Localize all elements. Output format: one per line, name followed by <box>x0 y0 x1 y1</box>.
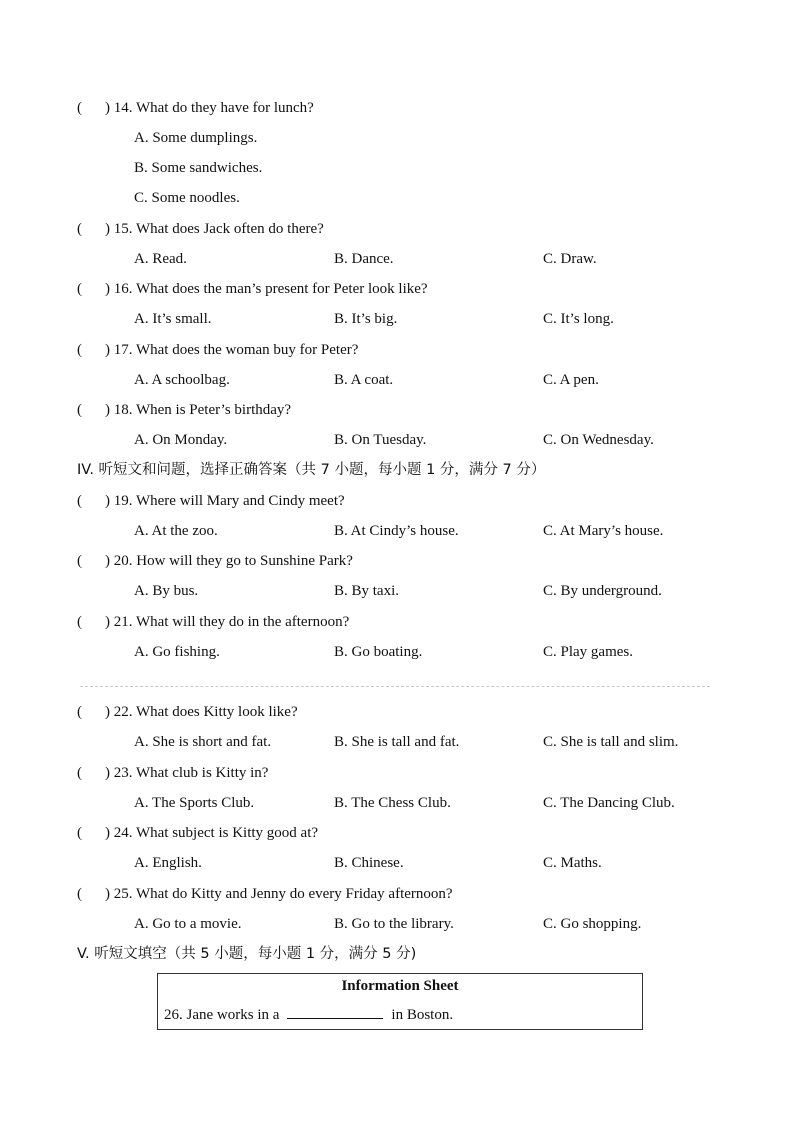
option-b: B. Go to the library. <box>334 916 454 932</box>
option-c: C. Go shopping. <box>543 916 642 932</box>
option-b: B. Chinese. <box>334 855 404 871</box>
option-a: A. She is short and fat. <box>134 734 272 750</box>
option-b: B. She is tall and fat. <box>334 734 460 750</box>
option-b: B. Some sandwiches. <box>134 160 263 176</box>
answer-bracket[interactable]: ( <box>77 553 82 569</box>
answer-bracket[interactable]: ( <box>77 221 82 237</box>
question-text: ) 15. What does Jack often do there? <box>105 221 324 237</box>
option-a: A. Go to a movie. <box>134 916 242 932</box>
option-a: A. At the zoo. <box>134 523 218 539</box>
information-sheet <box>157 973 643 1030</box>
question-text: ) 18. When is Peter’s birthday? <box>105 402 292 418</box>
answer-bracket[interactable]: ( <box>77 402 82 418</box>
line-26-prefix: 26. Jane works in a <box>164 1007 280 1023</box>
option-c: C. Some noodles. <box>134 190 240 206</box>
option-b: B. Go boating. <box>334 644 423 660</box>
answer-bracket[interactable]: ( <box>77 886 82 902</box>
section-divider <box>80 686 710 687</box>
option-c: C. At Mary’s house. <box>543 523 664 539</box>
information-sheet-line-26 <box>164 1004 453 1025</box>
question-text: ) 25. What do Kitty and Jenny do every Friday afternoon? <box>105 886 453 902</box>
option-c: C. By underground. <box>543 583 662 599</box>
option-b: B. By taxi. <box>334 583 400 599</box>
answer-bracket[interactable]: ( <box>77 493 82 509</box>
answer-bracket[interactable]: ( <box>77 704 82 720</box>
section-4-heading: IV. 听短文和问题，选择正确答案（共 7 小题，每小题 1 分，满分 7 分） <box>77 462 546 478</box>
answer-bracket[interactable]: ( <box>77 765 82 781</box>
question-text: ) 17. What does the woman buy for Peter? <box>105 342 359 358</box>
option-a: A. Go fishing. <box>134 644 220 660</box>
information-sheet-title: Information Sheet <box>341 978 459 994</box>
line-26-suffix: in Boston. <box>391 1007 454 1023</box>
answer-bracket[interactable]: ( <box>77 614 82 630</box>
question-text: ) 19. Where will Mary and Cindy meet? <box>105 493 345 509</box>
option-a: A. On Monday. <box>134 432 228 448</box>
question-text: ) 23. What club is Kitty in? <box>105 765 269 781</box>
option-c: C. The Dancing Club. <box>543 795 675 811</box>
option-a: A. Some dumplings. <box>134 130 258 146</box>
option-c: C. A pen. <box>543 372 599 388</box>
option-c: C. She is tall and slim. <box>543 734 679 750</box>
question-text: ) 16. What does the man’s present for Peter look like? <box>105 281 428 297</box>
question-text: ) 24. What subject is Kitty good at? <box>105 825 319 841</box>
option-c: C. It’s long. <box>543 311 614 327</box>
option-c: C. Draw. <box>543 251 597 267</box>
option-c: C. Play games. <box>543 644 633 660</box>
option-a: A. English. <box>134 855 202 871</box>
answer-bracket[interactable]: ( <box>77 825 82 841</box>
option-a: A. The Sports Club. <box>134 795 255 811</box>
option-b: B. At Cindy’s house. <box>334 523 459 539</box>
option-a: A. By bus. <box>134 583 199 599</box>
option-b: B. It’s big. <box>334 311 398 327</box>
option-b: B. On Tuesday. <box>334 432 427 448</box>
question-text: ) 14. What do they have for lunch? <box>105 100 314 116</box>
option-a: A. A schoolbag. <box>134 372 230 388</box>
section-5-heading: V. 听短文填空（共 5 小题，每小题 1 分，满分 5 分) <box>77 946 417 962</box>
question-text: ) 20. How will they go to Sunshine Park? <box>105 553 353 569</box>
question-text: ) 21. What will they do in the afternoon? <box>105 614 350 630</box>
answer-bracket[interactable]: ( <box>77 100 82 116</box>
option-a: A. It’s small. <box>134 311 212 327</box>
option-c: C. On Wednesday. <box>543 432 654 448</box>
option-b: B. Dance. <box>334 251 394 267</box>
option-b: B. The Chess Club. <box>334 795 451 811</box>
answer-blank-26[interactable] <box>287 1004 383 1019</box>
answer-bracket[interactable]: ( <box>77 342 82 358</box>
answer-bracket[interactable]: ( <box>77 281 82 297</box>
option-c: C. Maths. <box>543 855 602 871</box>
option-a: A. Read. <box>134 251 187 267</box>
option-b: B. A coat. <box>334 372 394 388</box>
question-text: ) 22. What does Kitty look like? <box>105 704 298 720</box>
